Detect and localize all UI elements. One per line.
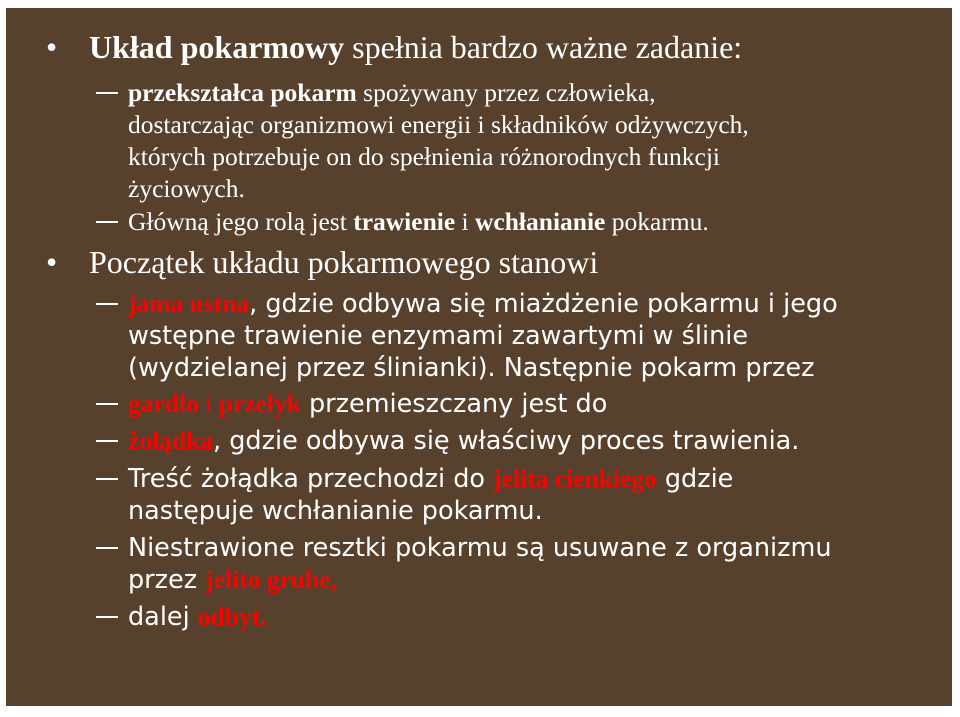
highlight-red: jelita cienkiego: [493, 464, 657, 493]
highlight-red: odbyt.: [197, 602, 267, 631]
highlight-red: przełyk: [218, 389, 301, 418]
highlight-bold: trawienie: [353, 207, 456, 236]
text-line: których potrzebuje on do spełnienia różnorodnych funkcji: [128, 142, 720, 171]
highlight-bold: wchłanianie: [475, 207, 606, 236]
bullet-dot: •: [46, 244, 58, 280]
bullet-2-text: Początek układu pokarmowego stanowi: [89, 244, 599, 280]
text-span: Treść żołądka przechodzi do: [128, 464, 494, 494]
dash-marker: [96, 221, 118, 223]
text-span: przez: [128, 565, 206, 595]
dash-marker: [96, 616, 118, 618]
text-line: dostarczając organizmowi energii i składników odżywczych,: [128, 110, 749, 139]
highlight-red: gardło: [128, 389, 199, 418]
text-line: następuje wchłanianie pokarmu.: [128, 496, 543, 526]
dash-marker: [96, 478, 118, 480]
dash-marker: [96, 403, 118, 405]
text-line: Niestrawione resztki pokarmu są usuwane z organizmu: [128, 533, 832, 563]
text-line: życiowych.: [128, 174, 245, 203]
slide: [6, 8, 952, 706]
text-line: (wydzielanej przez ślinianki). Następnie pokarm przez: [128, 353, 815, 383]
highlight-red: żołądka: [128, 426, 214, 455]
dash-marker: [96, 92, 118, 94]
text-span: spożywany przez człowieka,: [356, 78, 656, 107]
text-span: pokarmu.: [605, 207, 709, 236]
bullet-dot: •: [46, 29, 58, 65]
bullet-1-bold: Układ pokarmowy: [89, 29, 345, 65]
dash-marker: [96, 547, 118, 549]
text-span: gdzie: [656, 464, 734, 494]
dash-marker: [96, 440, 118, 442]
text-line: wstępne trawienie enzymami zawartymi w ślinie: [128, 321, 749, 351]
highlight-red: i: [198, 389, 219, 418]
dash-marker: [96, 303, 118, 305]
text-span: , gdzie odbywa się miażdżenie pokarmu i jego: [249, 289, 838, 319]
bullet-1-rest: spełnia bardzo ważne zadanie:: [344, 29, 743, 65]
highlight-red: jama ustna: [128, 289, 250, 318]
highlight-bold: przekształca pokarm: [128, 78, 357, 107]
text-span: i: [455, 207, 476, 236]
text-span: Główną jego rolą jest: [128, 207, 354, 236]
text-span: , gdzie odbywa się właściwy proces trawienia.: [213, 426, 800, 456]
text-span: dalej: [128, 602, 198, 632]
text-span: przemieszczany jest do: [300, 389, 608, 419]
highlight-red: jelito grube,: [205, 565, 337, 594]
